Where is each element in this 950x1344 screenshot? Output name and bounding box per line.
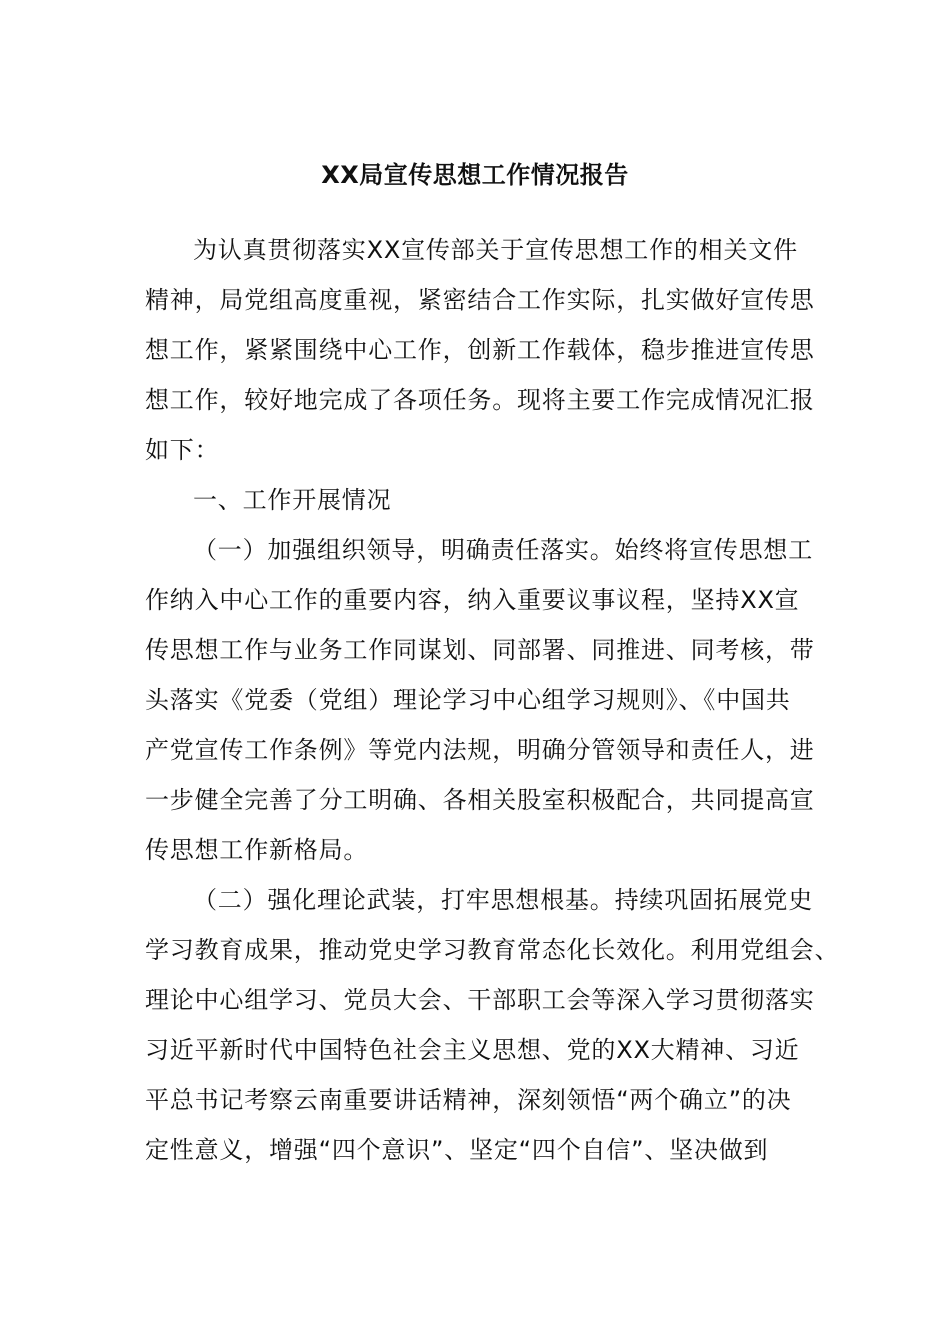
paragraph-line: 传思想工作与业务工作同谋划、同部署、同推进、同考核，带 — [145, 636, 815, 664]
paragraph-line: 习近平新时代中国特色社会主义思想、党的XX大精神、习近 — [145, 1036, 800, 1064]
paragraph-line: 为认真贯彻落实XX宣传部关于宣传思想工作的相关文件 — [193, 236, 798, 264]
paragraph-line: 如下： — [145, 436, 220, 464]
paragraph-line: 一步健全完善了分工明确、各相关股室积极配合，共同提高宣 — [145, 786, 815, 814]
paragraph-line: 产党宣传工作条例》等党内法规，明确分管领导和责任人，进 — [145, 736, 815, 764]
paragraph-line: （一）加强组织领导，明确责任落实。始终将宣传思想工 — [193, 536, 813, 564]
document-title: XX局宣传思想工作情况报告 — [321, 161, 629, 189]
paragraph-line: 想工作，较好地完成了各项任务。现将主要工作完成情况汇报 — [145, 386, 815, 414]
paragraph-line: 精神，局党组高度重视，紧密结合工作实际，扎实做好宣传思 — [145, 286, 815, 314]
paragraph-line: 作纳入中心工作的重要内容，纳入重要议事议程，坚持XX宣 — [145, 586, 800, 614]
paragraph-line: 学习教育成果，推动党史学习教育常态化长效化。利用党组会、 — [145, 936, 840, 964]
paragraph-line: （二）强化理论武装，打牢思想根基。持续巩固拓展党史 — [193, 886, 813, 914]
paragraph-line: 头落实《党委（党组）理论学习中心组学习规则》、《中国共 — [145, 686, 791, 714]
paragraph-line: 传思想工作新格局。 — [145, 836, 369, 864]
paragraph-line: 想工作，紧紧围绕中心工作，创新工作载体，稳步推进宣传思 — [145, 336, 815, 364]
paragraph-line: 平总书记考察云南重要讲话精神，深刻领悟“两个确立”的决 — [145, 1086, 792, 1114]
paragraph-line: 定性意义，增强“四个意识”、坚定“四个自信”、坚决做到 — [145, 1136, 769, 1164]
section-heading: 一、工作开展情况 — [193, 486, 392, 514]
paragraph-line: 理论中心组学习、党员大会、干部职工会等深入学习贯彻落实 — [145, 986, 815, 1014]
